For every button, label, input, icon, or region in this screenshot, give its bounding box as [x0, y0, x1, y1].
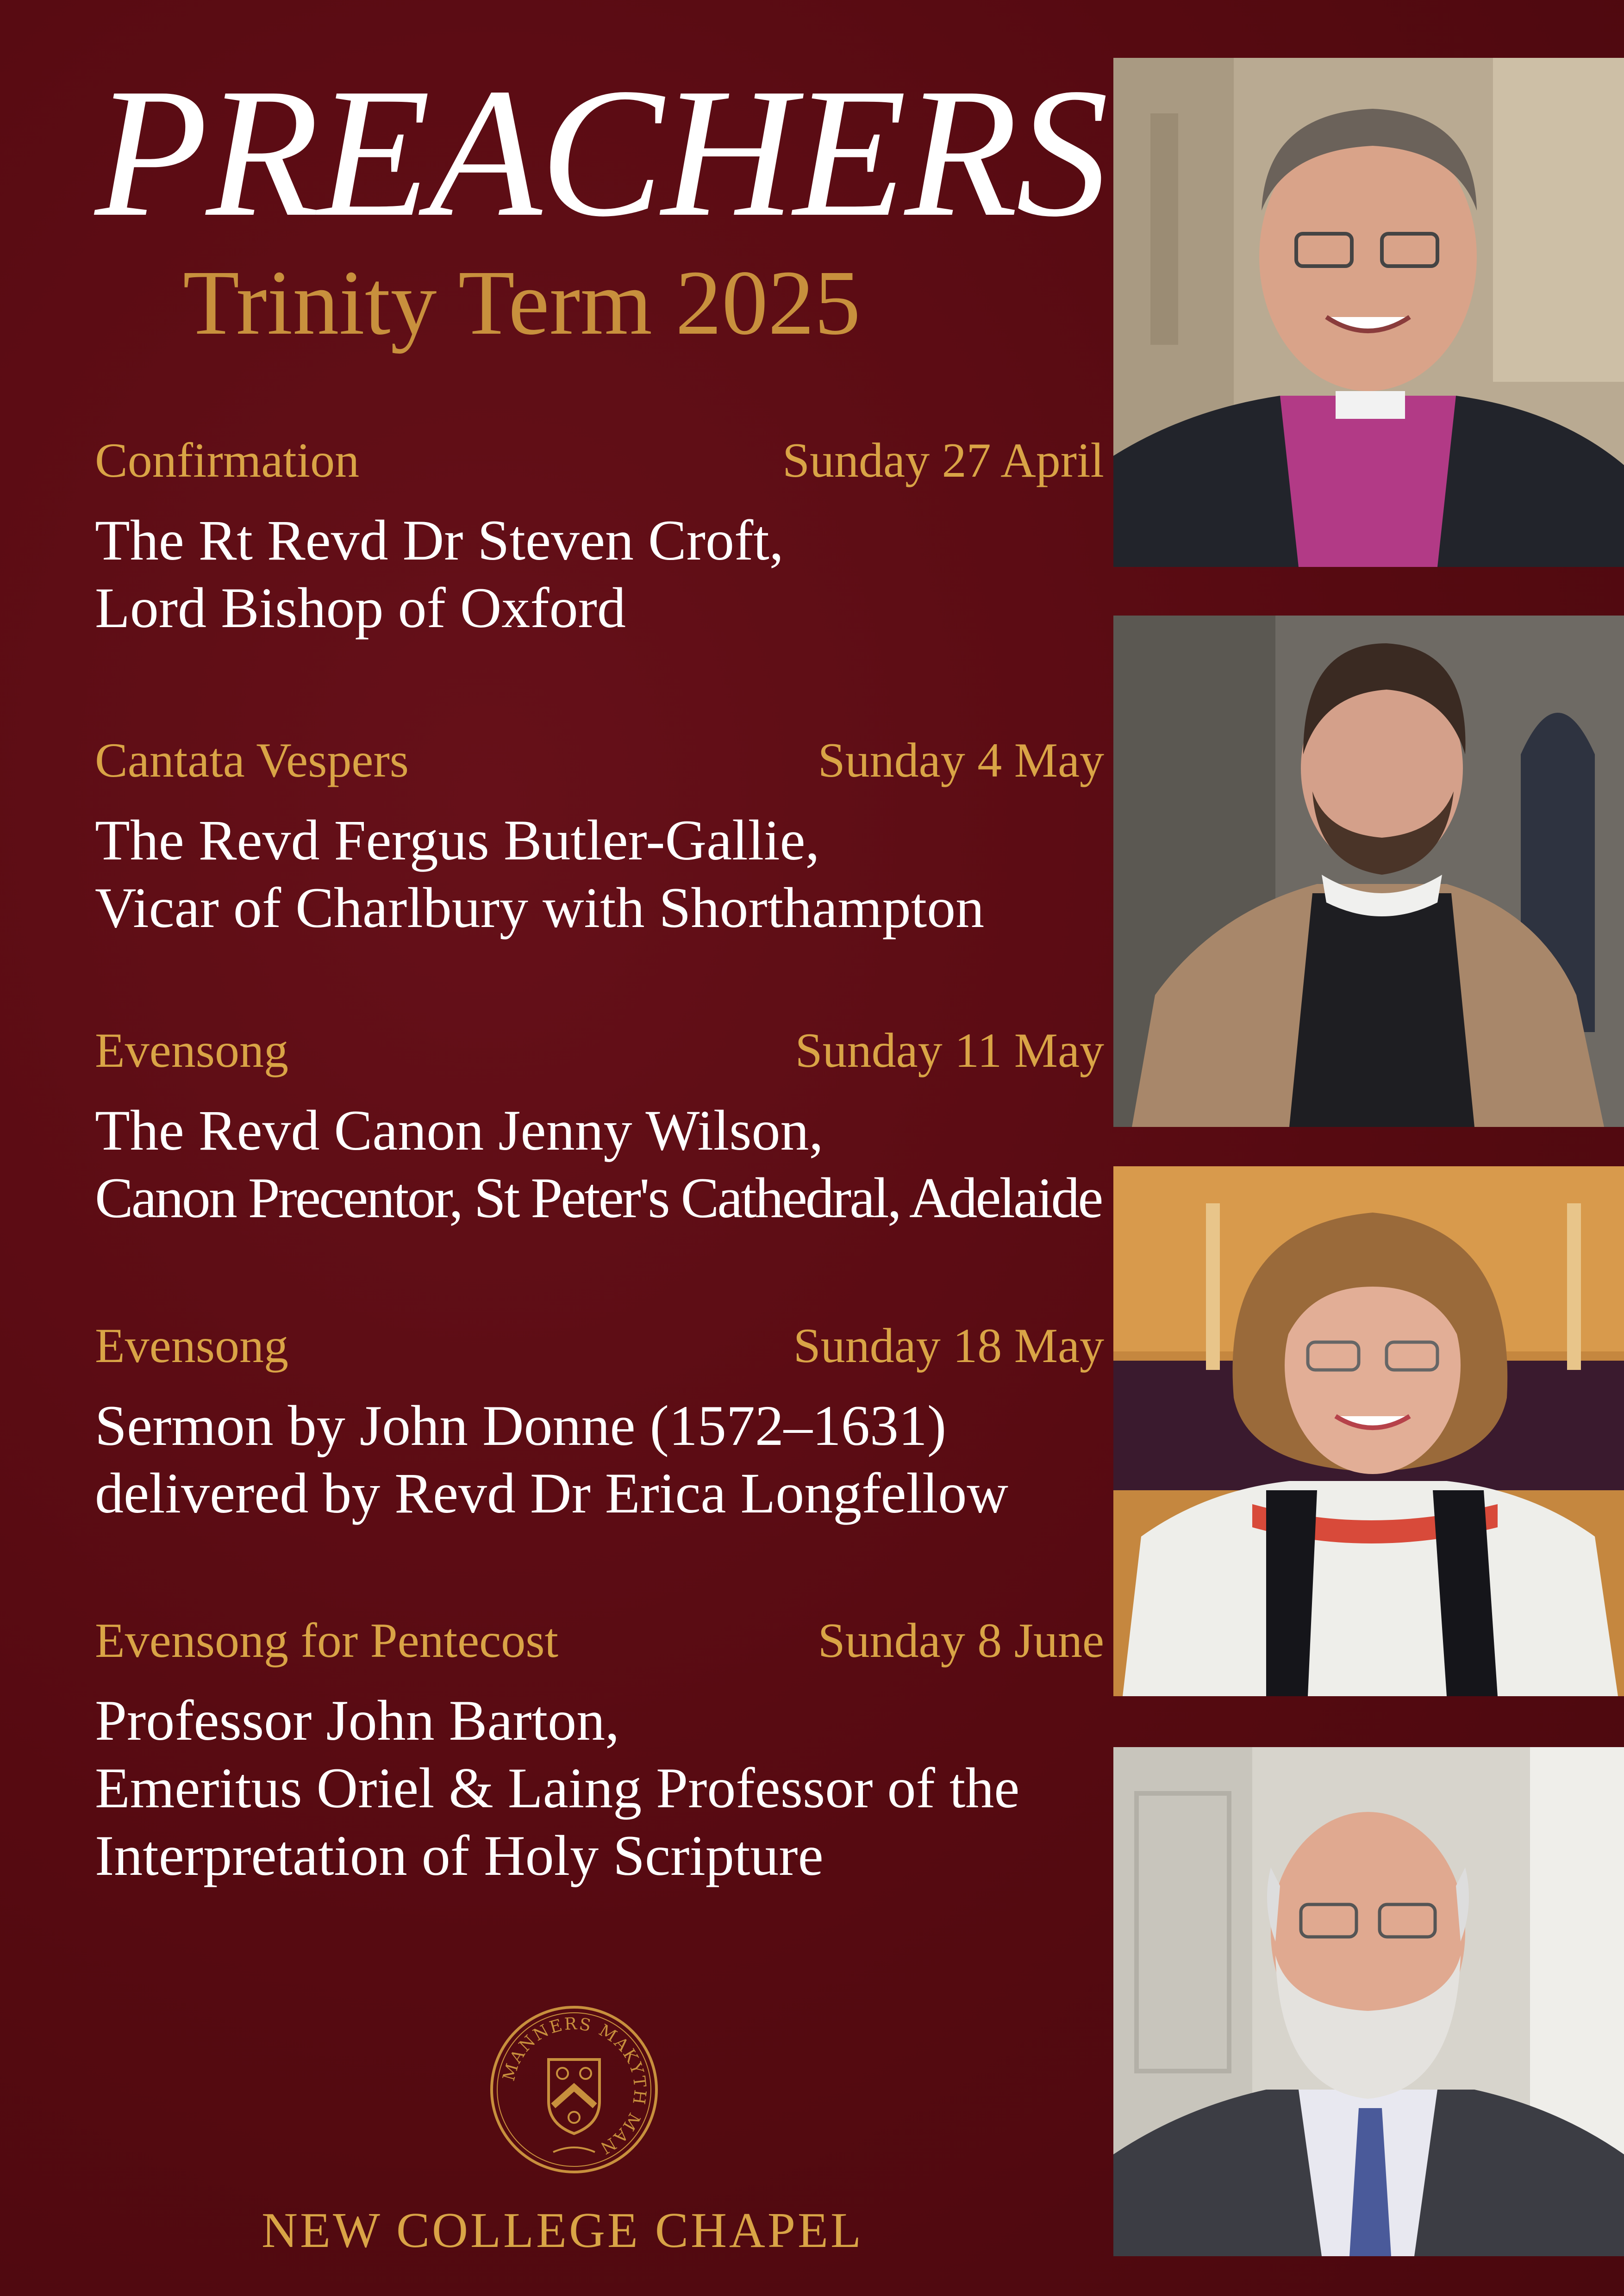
page-title: PREACHERS	[95, 50, 1107, 255]
preacher-name	[95, 1392, 1174, 1527]
preacher-name	[95, 507, 1174, 642]
preacher-name	[95, 807, 1174, 942]
photo-priest	[1113, 616, 1624, 1127]
preacher-line: Vicar of Charlbury with Shorthampton	[95, 876, 985, 940]
preacher-name	[95, 1097, 1174, 1232]
service-date: Sunday 18 May	[793, 1319, 1104, 1373]
service-date: Sunday 4 May	[818, 733, 1104, 787]
preacher-line: Professor John Barton,	[95, 1689, 620, 1752]
service-name: Cantata Vespers	[95, 733, 409, 787]
college-seal	[488, 2004, 660, 2175]
preacher-line: The Revd Fergus Butler-Gallie,	[95, 809, 820, 872]
photo-bishop	[1113, 58, 1624, 567]
footer-label: NEW COLLEGE CHAPEL	[262, 2203, 863, 2258]
seal-motto: MANNERS MAKYTH MAN	[499, 2014, 650, 2158]
service-name: Confirmation	[95, 433, 360, 487]
preacher-line: The Rt Revd Dr Steven Croft,	[95, 509, 784, 572]
preacher-line: Sermon by John Donne (1572–1631)	[95, 1394, 947, 1457]
service-date: Sunday 11 May	[795, 1023, 1104, 1077]
service-name: Evensong for Pentecost	[95, 1613, 558, 1668]
preacher-line: delivered by Revd Dr Erica Longfellow	[95, 1462, 1008, 1525]
preacher-line: Canon Precentor, St Peter's Cathedral, Adelaide	[95, 1166, 1102, 1230]
service-date: Sunday 8 June	[818, 1613, 1104, 1668]
page-subtitle: Trinity Term 2025	[183, 252, 861, 354]
photo-canon	[1113, 1166, 1624, 1696]
preacher-line: Lord Bishop of Oxford	[95, 576, 626, 640]
service-name: Evensong	[95, 1023, 289, 1077]
photo-professor	[1113, 1747, 1624, 2256]
service-date: Sunday 27 April	[782, 433, 1104, 487]
service-name: Evensong	[95, 1319, 289, 1373]
preacher-line: The Revd Canon Jenny Wilson,	[95, 1099, 824, 1162]
preacher-line: Interpretation of Holy Scripture	[95, 1824, 824, 1887]
preacher-name	[95, 1687, 1174, 1890]
preacher-line: Emeritus Oriel & Laing Professor of the	[95, 1756, 1020, 1820]
